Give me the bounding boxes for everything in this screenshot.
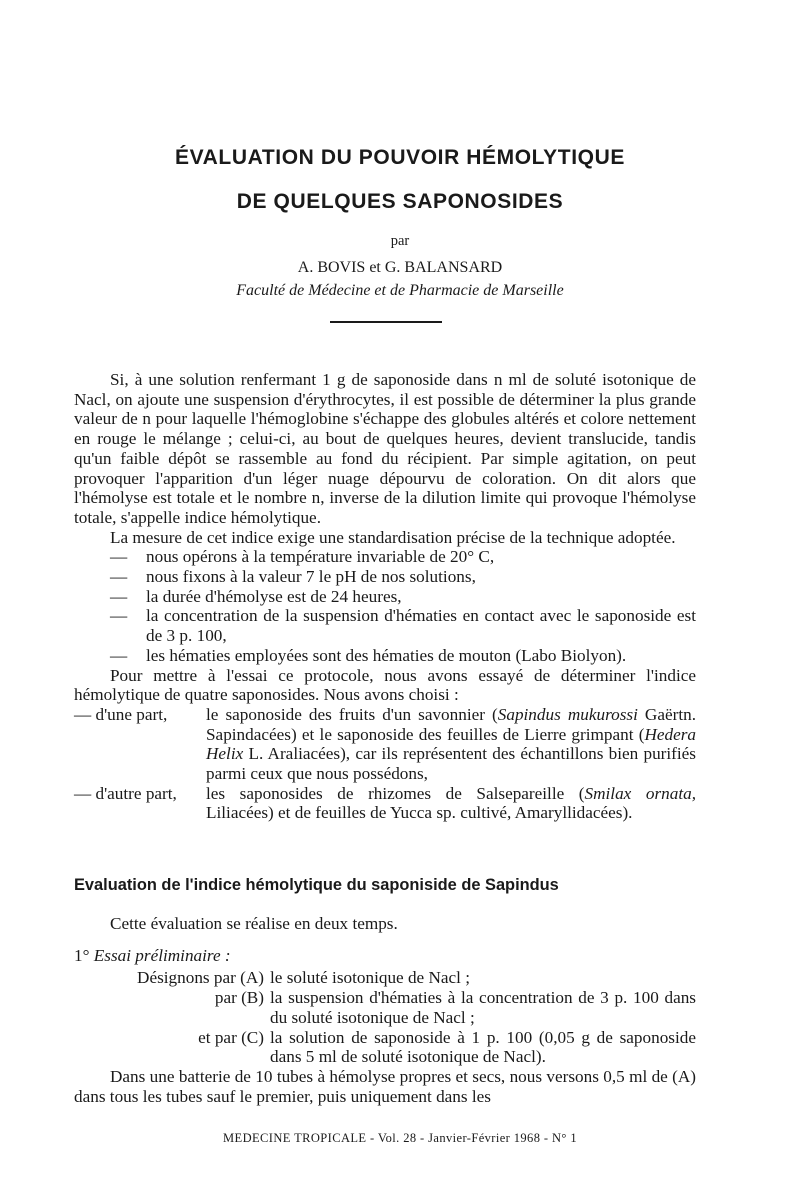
byline-par: par [390,233,410,249]
title-divider [330,321,442,323]
paper-title-line2: DE QUELQUES SAPONOSIDES [236,190,564,213]
choice-part-2-label: — d'autre part, [74,783,177,803]
designation-text: le soluté isotonique de Nacl ; [270,968,470,988]
text-span: le saponoside des fruits d'un savonnier ( [206,704,498,724]
step-number: 1° [74,945,90,965]
list-item-text: nous fixons à la valeur 7 le pH de nos solutions, [146,567,476,587]
list-item-text: les hématies employées sont des hématies de mouton (Labo Biolyon). [146,645,627,665]
step-title: Essai préliminaire : [93,945,231,965]
designation-label: Désignons par (A) [137,968,264,988]
designation-c [74,1028,696,1067]
paper-title-line1: ÉVALUATION DU POUVOIR HÉMOLYTIQUE [175,146,625,169]
designation-b [74,988,696,1027]
choice-part-1-text [206,705,696,784]
section-heading: Evaluation de l'indice hémolytique du saponiside de Sapindus [74,876,559,894]
text-span: Gaërtn. Sapindacées) et le saponoside des feuilles de Lierre grimpant ( [206,704,696,744]
journal-footer: MEDECINE TROPICALE - Vol. 28 - Janvier-Février 1968 - N° 1 [223,1131,577,1145]
section-paragraph-1: Cette évaluation se réalise en deux temps. [110,914,398,933]
species-name: Hedera Helix [206,724,696,764]
step-heading [74,946,696,966]
designation-label: et par (C) [198,1027,264,1047]
list-item [74,587,696,607]
intro-block [74,370,696,823]
intro-paragraph-1: Si, à une solution renfermant 1 g de saponoside dans n ml de soluté isotonique de Nacl, on ajoute une suspension d'érythrocytes, il est possible de déterminer la plus grande valeur de n pour laquelle l'hémoglobine s'échappe des globules altérés et colore nettement en rouge le mélange ; celui-ci, au bout de quelques heures, devient translucide, tandis qu'un faible dépôt se rassemble au fond du récipient. Par simple agitation, on peut provoquer l'apparition d'un léger nuage dépourvu de coloration. On dit alors que l'hémolyse est totale et le nombre n, inverse de la dilution limite qui provoque l'hémolyse totale, s'appelle indice hémolytique. [74,370,696,527]
authors: A. BOVIS et G. BALANSARD [297,259,503,276]
list-item-text: la concentration de la suspension d'hématies en contact avec le saponoside est de 3 p. 100, [146,606,696,646]
list-item [74,567,696,587]
choice-part-1 [74,705,696,784]
section-paragraph-2: Dans une batterie de 10 tubes à hémolyse propres et secs, nous versons 0,5 ml de (A) dans tous les tubes sauf le premier, puis uniquement dans les [74,1066,696,1106]
text-span: les saponosides de rhizomes de Salsepareille ( [206,783,585,803]
designation-text: la solution de saponoside à 1 p. 100 (0,05 g de saponoside dans 5 ml de soluté isotonique de Nacl). [270,1027,696,1067]
choice-part-2-text [206,784,696,823]
text-span: Liliacées) et de feuilles de Yucca sp. cultivé, Amaryllidacées). [206,803,633,823]
list-dash: — [110,645,128,665]
section-block [74,914,696,1106]
species-name: Sapindus mukurossi [497,704,638,724]
list-dash: — [110,567,128,587]
list-dash: — [110,606,128,626]
intro-paragraph-3: Pour mettre à l'essai ce protocole, nous avons essayé de déterminer l'indice hémolytique de quatre saponosides. Nous avons choisi : [74,665,696,705]
list-item [74,547,696,567]
designation-text: la suspension d'hématies à la concentration de 3 p. 100 dans du soluté isotonique de Nacl ; [270,988,696,1027]
species-name: Smilax ornata, [584,783,696,803]
affiliation: Faculté de Médecine et de Pharmacie de Marseille [236,282,564,299]
list-dash: — [110,547,128,567]
designation-a [74,968,696,988]
list-dash: — [110,586,128,606]
choice-part-1-label: — d'une part, [74,704,168,724]
list-item-text: la durée d'hémolyse est de 24 heures, [146,586,402,606]
list-item [74,646,696,666]
text-span: L. Araliacées), car ils représentent des échantillons bien purifiés parmi ceux que nous possédons, [206,744,696,784]
intro-paragraph-2: La mesure de cet indice exige une standardisation précise de la technique adoptée. [110,527,676,547]
list-item-text: nous opérons à la température invariable de 20° C, [146,547,495,567]
choice-part-2 [74,784,696,823]
list-item [74,606,696,645]
designation-label: par (B) [214,988,264,1008]
